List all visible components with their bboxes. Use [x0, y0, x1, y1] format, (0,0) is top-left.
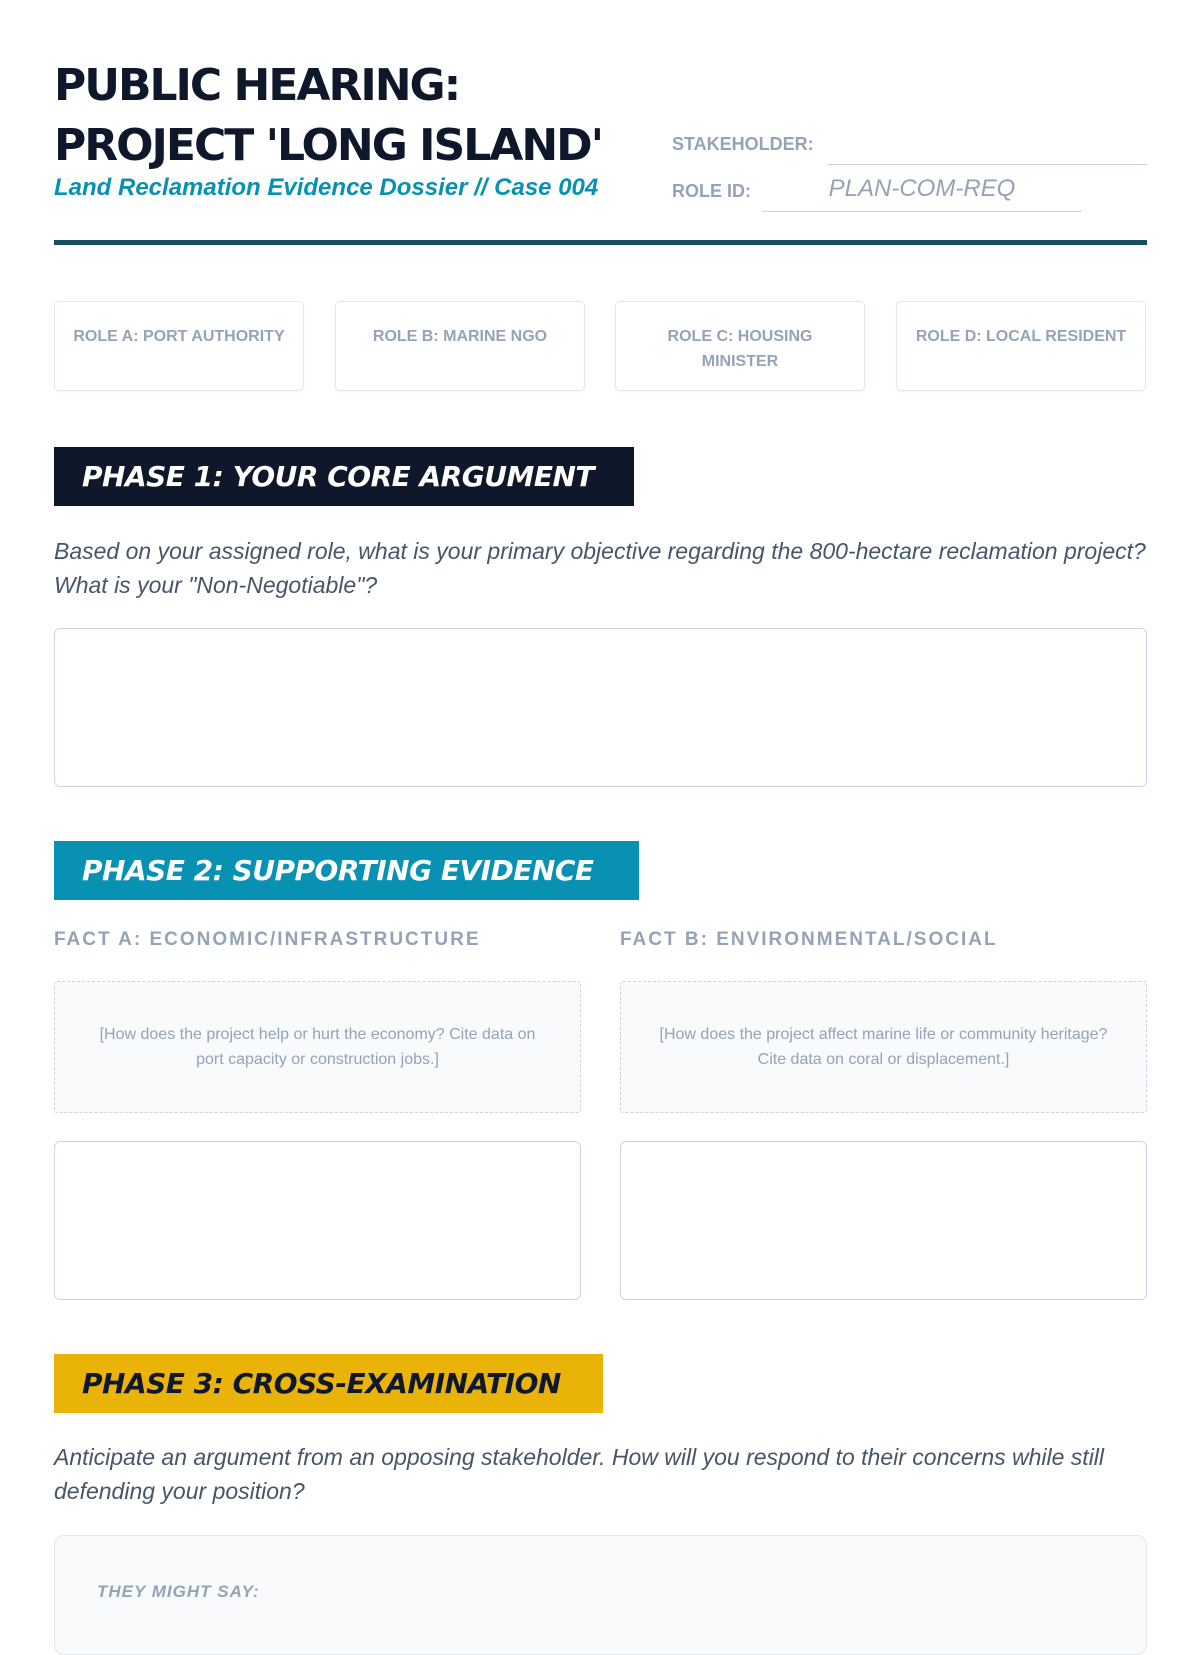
fact-a-answer-box[interactable]: [54, 1141, 581, 1300]
fact-b-label: FACT B: ENVIRONMENTAL/SOCIAL: [620, 929, 998, 950]
worksheet-header: [54, 56, 1147, 251]
phase-1-prompt: Based on your assigned role, what is your primary objective regarding the 800-hectare reclamation project? What is your "Non-Negotiable"?: [54, 538, 1146, 598]
role-id-value: PLAN-COM-REQ: [828, 175, 1016, 202]
phase-2-heading: PHASE 2: SUPPORTING EVIDENCE: [54, 841, 639, 900]
fact-a-hint: [How does the project help or hurt the economy? Cite data on port capacity or construction jobs.]: [99, 1026, 536, 1068]
title-line-2: PROJECT 'LONG ISLAND': [54, 120, 603, 171]
fact-b-hint-box: [620, 981, 1147, 1113]
stakeholder-field[interactable]: [827, 164, 1147, 165]
core-argument-answer-box[interactable]: [54, 628, 1147, 787]
cross-examination-box[interactable]: [54, 1535, 1147, 1655]
header-divider: [54, 240, 1147, 245]
role-id-field[interactable]: [762, 211, 1082, 212]
fact-b-answer-box[interactable]: [620, 1141, 1147, 1300]
role-id-label: ROLE ID:: [672, 181, 751, 201]
title-line-1: PUBLIC HEARING:: [54, 60, 460, 111]
role-selector: [54, 301, 1147, 393]
phase-3-heading: PHASE 3: CROSS-EXAMINATION: [54, 1354, 603, 1413]
page-title: [54, 56, 602, 176]
role-card-d[interactable]: ROLE D: LOCAL RESIDENT: [896, 301, 1146, 391]
stakeholder-label: STAKEHOLDER:: [672, 134, 814, 154]
they-might-say-label: THEY MIGHT SAY:: [97, 1582, 260, 1601]
role-card-a[interactable]: ROLE A: PORT AUTHORITY: [54, 301, 304, 391]
fact-a-label: FACT A: ECONOMIC/INFRASTRUCTURE: [54, 929, 481, 950]
role-card-c[interactable]: ROLE C: HOUSING MINISTER: [615, 301, 865, 391]
phase-3-prompt: Anticipate an argument from an opposing stakeholder. How will you respond to their concerns while still defending your position?: [54, 1444, 1105, 1504]
role-card-b[interactable]: ROLE B: MARINE NGO: [335, 301, 585, 391]
fact-a-hint-box: [54, 981, 581, 1113]
fact-b-hint: [How does the project affect marine life or community heritage? Cite data on coral or displacement.]: [659, 1026, 1108, 1068]
page-subtitle: Land Reclamation Evidence Dossier // Case 004: [54, 174, 599, 201]
phase-1-heading: PHASE 1: YOUR CORE ARGUMENT: [54, 447, 634, 506]
